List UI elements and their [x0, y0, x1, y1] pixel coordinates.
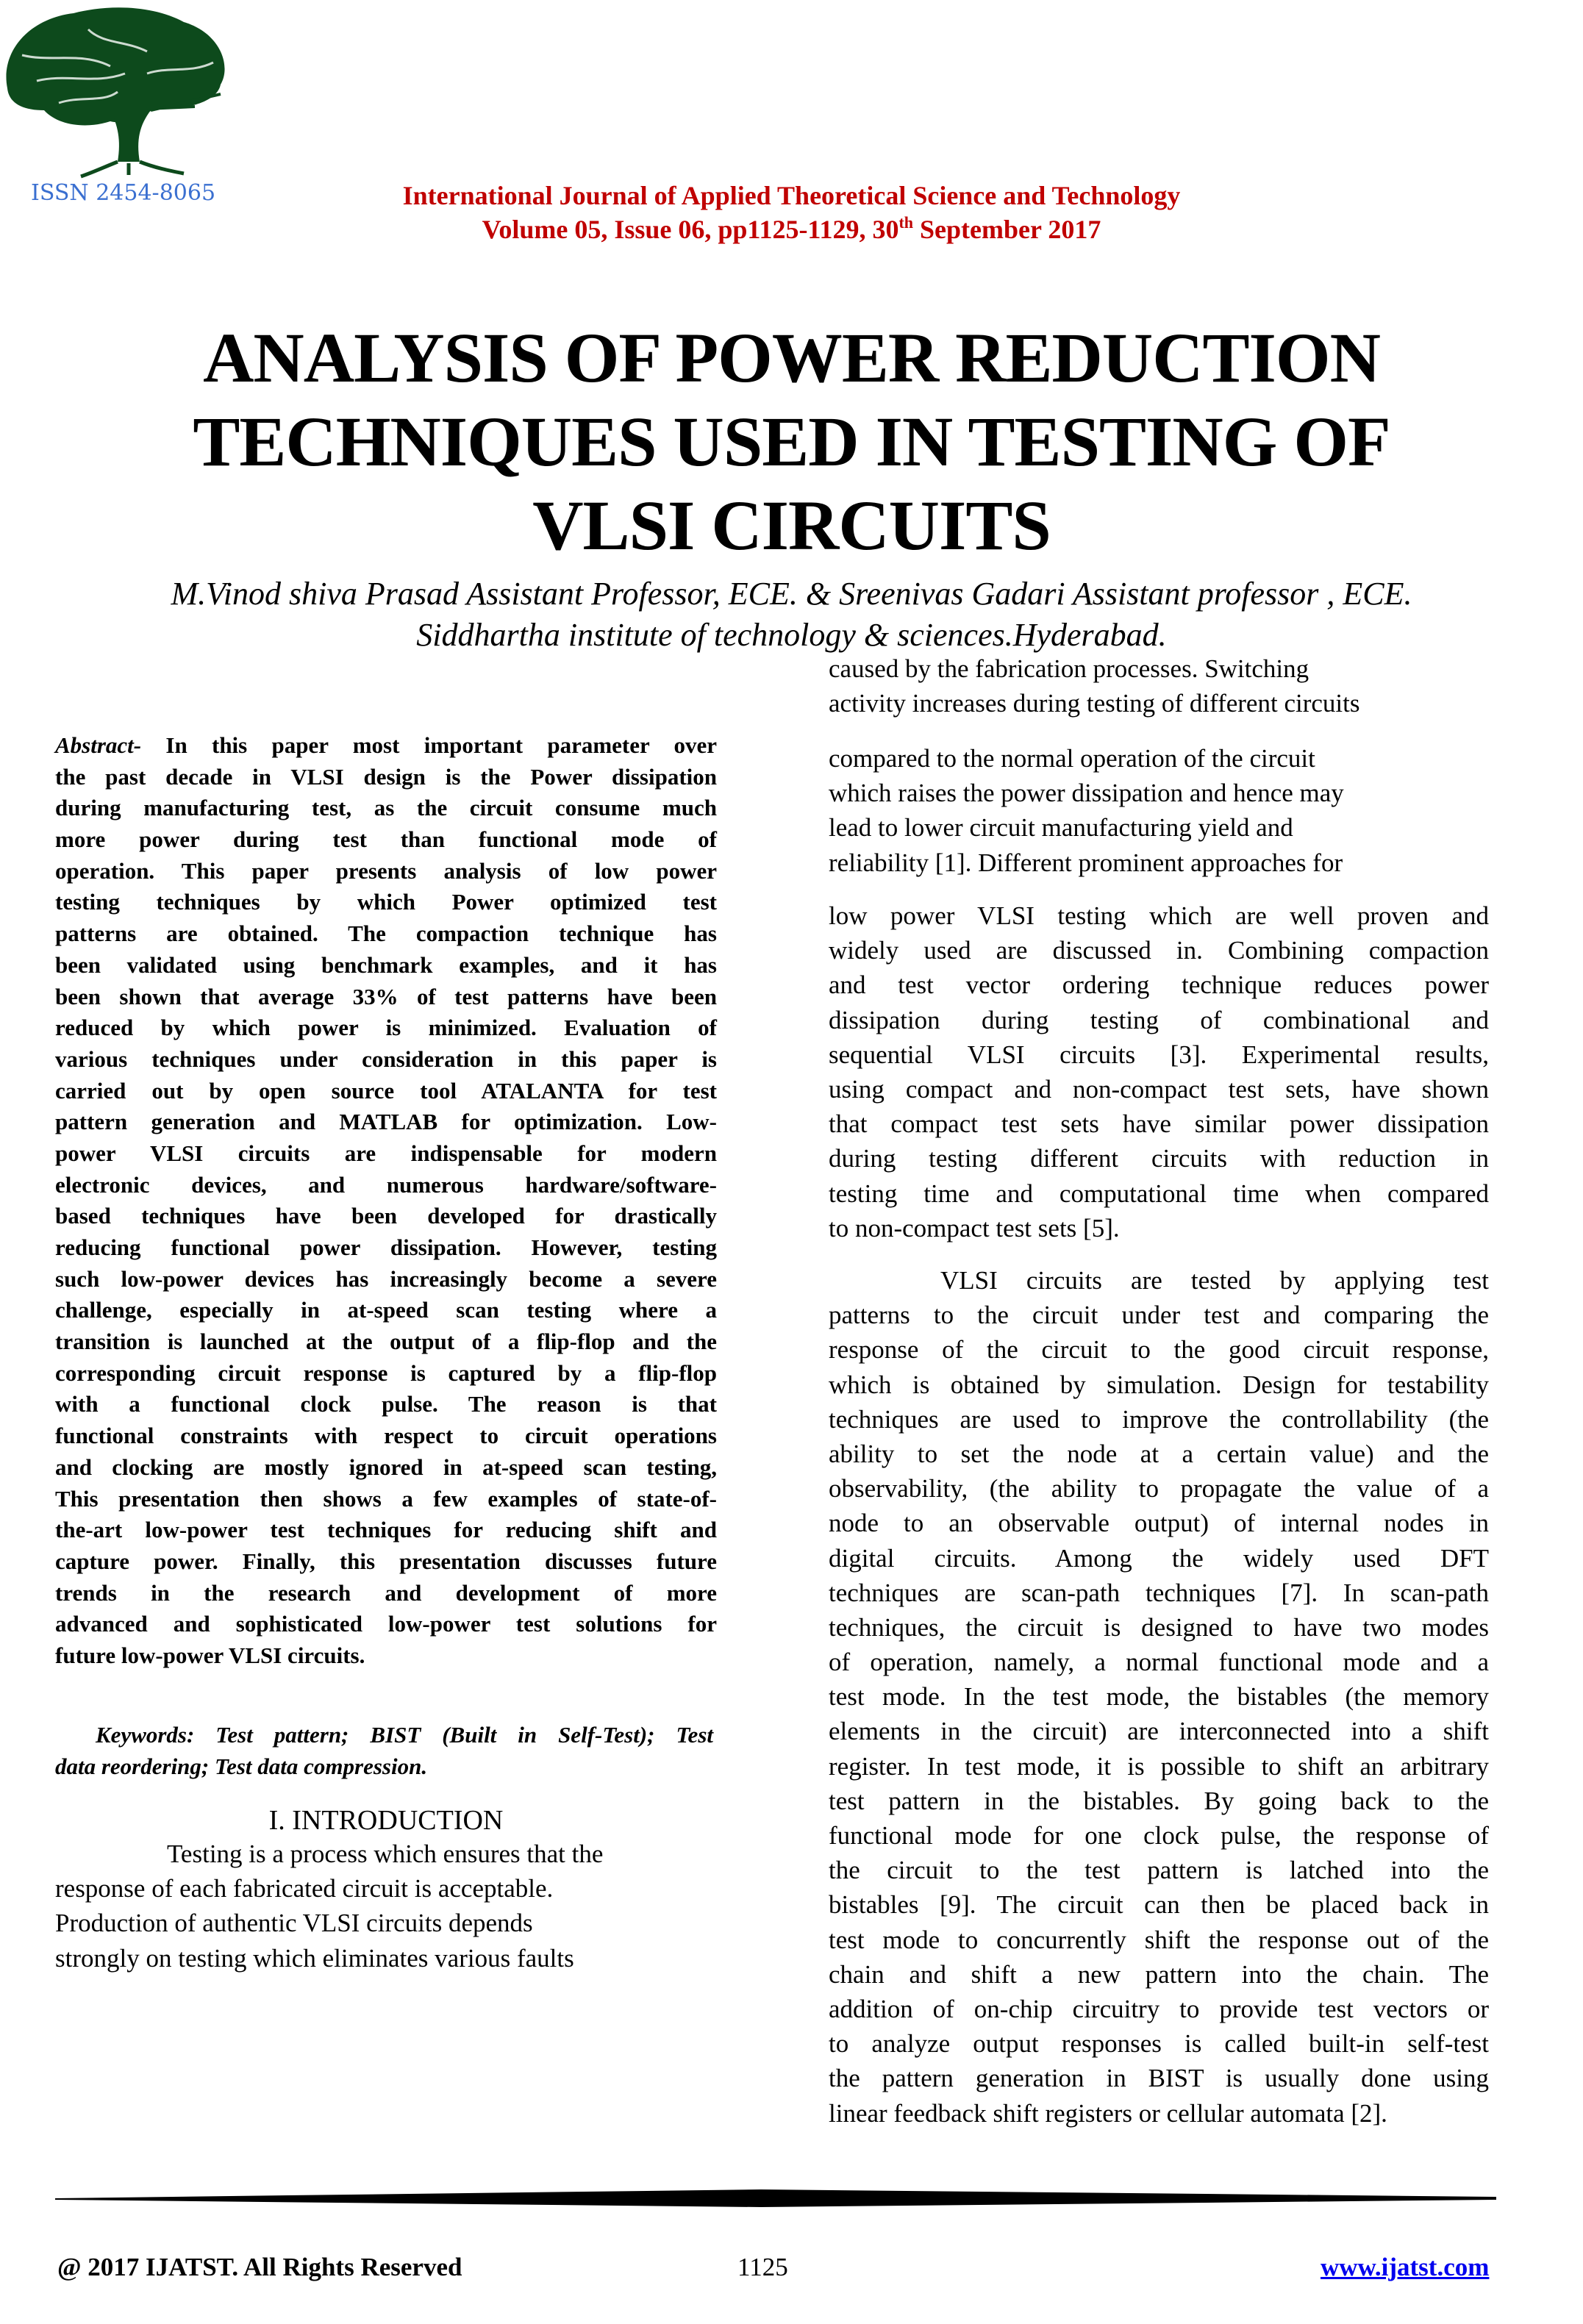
keywords-line: data reordering; Test data compression. — [55, 1753, 428, 1779]
intro-line: dissipation during testing of combinational and — [829, 1005, 1489, 1034]
intro-line: to non-compact test sets [5]. — [829, 1213, 1120, 1243]
intro-paragraph-continued — [829, 651, 1489, 721]
abstract-line: based techniques have been developed for drastically — [55, 1203, 717, 1229]
title-line: VLSI CIRCUITS — [532, 486, 1051, 565]
abstract-line: capture power. Finally, this presentation discusses future — [55, 1548, 717, 1574]
abstract-line: various techniques under consideration in this paper is — [55, 1045, 717, 1072]
keywords-line: Keywords: Test pattern; BIST (Built in Self-Test); Test — [96, 1722, 713, 1748]
intro-line: functional mode for one clock pulse, the response of — [829, 1821, 1489, 1850]
intro-line: patterns to the circuit under test and comparing the — [829, 1301, 1489, 1330]
intro-line: sequential VLSI circuits [3]. Experimental results, — [829, 1040, 1489, 1069]
abstract-line: trends in the research and development of more — [55, 1579, 717, 1606]
intro-line: and test vector ordering technique reduces power — [829, 970, 1489, 1000]
intro-line: digital circuits. Among the widely used DFT — [829, 1543, 1489, 1573]
paper-title — [74, 316, 1509, 568]
intro-line: that compact test sets have similar power dissipation — [829, 1109, 1489, 1139]
abstract-line: testing techniques by which Power optimized test — [55, 889, 717, 915]
issue-date: September 2017 — [913, 215, 1101, 244]
abstract-line: electronic devices, and numerous hardware/software- — [55, 1171, 717, 1198]
intro-line: low power VLSI testing which are well proven and — [829, 901, 1489, 930]
intro-line: response of the circuit to the good circuit response, — [829, 1335, 1489, 1365]
intro-line: to analyze output responses is called built-in self-test — [829, 2029, 1489, 2059]
abstract-line: challenge, especially in at-speed scan testing where a — [55, 1297, 717, 1323]
footer-divider — [55, 2189, 1496, 2207]
issue-text: Volume 05, Issue 06, pp1125-1129, 30 — [482, 215, 899, 244]
intro-line: reliability [1]. Different prominent approaches for — [829, 848, 1343, 877]
abstract-line: been shown that average 33% of test patterns have been — [55, 983, 717, 1009]
intro-line: chain and shift a new pattern into the chain. The — [829, 1959, 1489, 1989]
abstract-line: pattern generation and MATLAB for optimization. Low- — [55, 1109, 717, 1135]
abstract-label: Abstract- — [55, 732, 142, 758]
abstract-line: during manufacturing test, as the circuit consume much — [55, 795, 717, 821]
abstract-line: more power during test than functional mode of — [55, 826, 717, 853]
intro-line: node to an observable output) of internal nodes in — [829, 1509, 1489, 1538]
intro-line: ability to set the node at a certain value) and the — [829, 1439, 1489, 1468]
intro-line: addition of on-chip circuitry to provide test vectors or — [829, 1994, 1489, 2023]
intro-line: of operation, namely, a normal functional mode and a — [829, 1648, 1489, 1677]
abstract-line: carried out by open source tool ATALANTA for test — [55, 1077, 717, 1104]
journal-name: International Journal of Applied Theoretical Science and Technology — [402, 181, 1181, 210]
intro-paragraph-approaches — [829, 898, 1489, 1245]
authors: M.Vinod shiva Prasad Assistant Professor, ECE. & Sreenivas Gadari Assistant professor , ECE. — [171, 576, 1412, 612]
intro-line: the circuit to the test pattern is latched into the — [829, 1856, 1489, 1885]
abstract-line: been validated using benchmark examples, and it has — [55, 951, 717, 978]
abstract-line: transition is launched at the output of a flip-flop and the — [55, 1329, 717, 1355]
page-number: 1125 — [737, 2253, 788, 2281]
intro-line: lead to lower circuit manufacturing yield and — [829, 813, 1293, 843]
intro-line: response of each fabricated circuit is acceptable. — [55, 1874, 554, 1903]
intro-paragraph-dft — [829, 1263, 1489, 2131]
abstract-line: with a functional clock pulse. The reason is that — [55, 1391, 717, 1417]
intro-line: test mode to concurrently shift the response out of the — [829, 1925, 1489, 1954]
intro-line: techniques are used to improve the controllability (the — [829, 1404, 1489, 1434]
intro-line: testing time and computational time when compared — [829, 1179, 1489, 1208]
abstract-line: the-art low-power test techniques for reducing shift and — [55, 1517, 717, 1543]
abstract-line: such low-power devices has increasingly become a severe — [55, 1265, 717, 1292]
intro-line: Production of authentic VLSI circuits depends — [55, 1909, 533, 1938]
footer-copyright: @ 2017 IJATST. All Rights Reserved — [57, 2253, 462, 2281]
abstract — [55, 730, 717, 1672]
intro-line: using compact and non-compact test sets, have shown — [829, 1074, 1489, 1104]
website-link[interactable]: www.ijatst.com — [1321, 2253, 1490, 2281]
abstract-line: functional constraints with respect to circuit operations — [55, 1423, 717, 1449]
abstract-line: patterns are obtained. The compaction technique has — [55, 920, 717, 947]
intro-line: compared to the normal operation of the circuit — [829, 744, 1315, 773]
abstract-line: This presentation then shows a few examples of state-of- — [55, 1485, 717, 1512]
section-heading-introduction: I. INTRODUCTION — [268, 1805, 504, 1836]
intro-line: strongly on testing which eliminates various faults — [55, 1943, 574, 1973]
issn-text: ISSN 2454-8065 — [31, 180, 216, 206]
intro-line: techniques are scan-path techniques [7]. In scan-path — [829, 1578, 1489, 1607]
abstract-line: the past decade in VLSI design is the Power dissipation — [55, 763, 717, 790]
abstract-line: and clocking are mostly ignored in at-speed scan testing, — [55, 1454, 717, 1480]
affiliation: Siddhartha institute of technology & sciences.Hyderabad. — [416, 617, 1167, 653]
intro-line: linear feedback shift registers or cellular automata [2]. — [829, 2098, 1387, 2128]
intro-line: register. In test mode, it is possible to shift an arbitrary — [829, 1751, 1489, 1781]
abstract-line: future low-power VLSI circuits. — [55, 1642, 365, 1668]
intro-line: observability, (the ability to propagate the value of a — [829, 1474, 1489, 1504]
intro-line: techniques, the circuit is designed to have two modes — [829, 1612, 1489, 1642]
abstract-line: power VLSI circuits are indispensable for modern — [55, 1140, 717, 1166]
intro-line: test pattern in the bistables. By going back to the — [829, 1786, 1489, 1815]
intro-line: test mode. In the test mode, the bistables (the memory — [829, 1682, 1489, 1712]
title-line: TECHNIQUES USED IN TESTING OF — [193, 402, 1390, 481]
intro-line: VLSI circuits are tested by applying test — [940, 1266, 1489, 1295]
intro-line: bistables [9]. The circuit can then be placed back in — [829, 1890, 1489, 1920]
abstract-line: reducing functional power dissipation. However, testing — [55, 1234, 717, 1260]
intro-line: activity increases during testing of different circuits — [829, 689, 1360, 718]
tree-icon — [6, 7, 224, 176]
intro-line: which raises the power dissipation and hence may — [829, 779, 1344, 808]
journal-logo — [0, 0, 243, 210]
keywords — [55, 1719, 717, 1782]
abstract-line: advanced and sophisticated low-power test solutions for — [55, 1611, 717, 1637]
title-line: ANALYSIS OF POWER REDUCTION — [203, 318, 1380, 397]
intro-line: caused by the fabrication processes. Switching — [829, 654, 1309, 683]
intro-paragraph-left — [55, 1837, 717, 1976]
intro-line: elements in the circuit) are interconnected into a shift — [829, 1717, 1489, 1746]
intro-line: which is obtained by simulation. Design for testability — [829, 1370, 1489, 1399]
issue-superscript: th — [898, 213, 914, 232]
abstract-body — [55, 730, 717, 1672]
intro-paragraph-power — [829, 741, 1489, 880]
abstract-first-line: In this paper most important parameter over — [141, 732, 717, 758]
intro-line: widely used are discussed in. Combining compaction — [829, 936, 1489, 965]
abstract-line — [55, 730, 717, 762]
abstract-line: operation. This paper presents analysis of low power — [55, 857, 717, 884]
intro-line: Testing is a process which ensures that the — [167, 1839, 604, 1868]
intro-line: during testing different circuits with reduction in — [829, 1144, 1489, 1173]
abstract-line: reduced by which power is minimized. Evaluation of — [55, 1015, 717, 1041]
abstract-line: corresponding circuit response is captured by a flip-flop — [55, 1359, 717, 1386]
journal-issue — [0, 213, 1583, 246]
intro-line: the pattern generation in BIST is usually done using — [829, 2064, 1489, 2093]
